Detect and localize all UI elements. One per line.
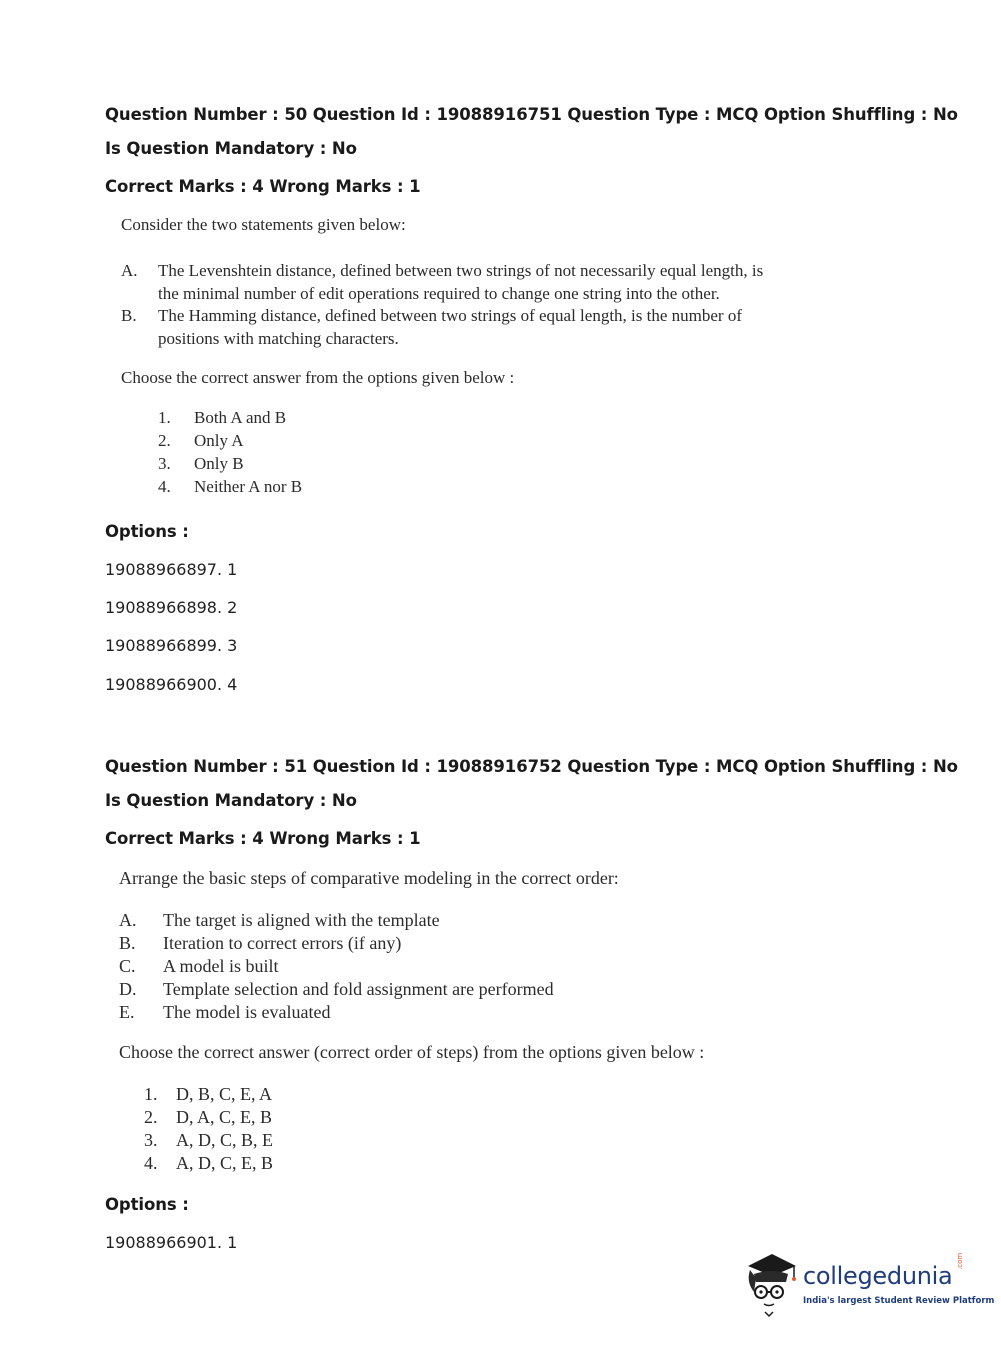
logo-tagline: India's largest Student Review Platform [803, 1296, 995, 1306]
question-50-mandatory: Is Question Mandatory : No [105, 139, 357, 158]
choice-number: 4. [144, 1153, 158, 1173]
statement-line: A model is built [163, 956, 279, 976]
choice-number: 1. [158, 408, 171, 427]
statement-line: The model is evaluated [163, 1002, 331, 1022]
question-51-mandatory: Is Question Mandatory : No [105, 791, 357, 810]
choice-number: 1. [144, 1084, 158, 1104]
statement-label: B. [121, 306, 137, 325]
option-item: 19088966898. 2 [105, 598, 238, 617]
option-item: 19088966900. 4 [105, 675, 238, 694]
question-50-header: Question Number : 50 Question Id : 19088916751 Question Type : MCQ Option Shuffling : No [105, 105, 958, 124]
choice-text: Only A [194, 431, 244, 450]
mascot-icon [742, 1248, 802, 1318]
collegedunia-logo [742, 1248, 995, 1318]
question-51-intro: Arrange the basic steps of comparative modeling in the correct order: [119, 868, 619, 888]
option-item: 19088966901. 1 [105, 1233, 238, 1252]
choice-text: Only B [194, 454, 244, 473]
choice-number: 2. [144, 1107, 158, 1127]
choice-number: 2. [158, 431, 171, 450]
choice-text: D, A, C, E, B [176, 1107, 273, 1127]
statement-line: Iteration to correct errors (if any) [163, 933, 402, 953]
logo-wordmark: collegedunia [803, 1262, 953, 1290]
question-51-marks: Correct Marks : 4 Wrong Marks : 1 [105, 829, 421, 848]
statement-line: positions with matching characters. [158, 329, 399, 348]
option-item: 19088966899. 3 [105, 636, 238, 655]
choice-number: 3. [144, 1130, 158, 1150]
question-50-options-label: Options : [105, 522, 189, 541]
question-51-prompt: Choose the correct answer (correct order of steps) from the options given below : [119, 1042, 705, 1062]
statement-label: E. [119, 1002, 135, 1022]
option-item: 19088966897. 1 [105, 560, 238, 579]
choice-text: Both A and B [194, 408, 287, 427]
statement-label: B. [119, 933, 136, 953]
choice-text: Neither A nor B [194, 477, 303, 496]
question-50-marks: Correct Marks : 4 Wrong Marks : 1 [105, 177, 421, 196]
question-51-options-label: Options : [105, 1195, 189, 1214]
choice-number: 4. [158, 477, 171, 496]
statement-line: Template selection and fold assignment are performed [163, 979, 554, 999]
statement-line: The Levenshtein distance, defined between two strings of not necessarily equal length, is [158, 261, 764, 280]
statement-label: A. [121, 261, 138, 280]
logo-dotcom: .com [956, 1252, 964, 1270]
choice-number: 3. [158, 454, 171, 473]
question-50-prompt: Choose the correct answer from the options given below : [121, 368, 515, 387]
choice-text: A, D, C, E, B [176, 1153, 274, 1173]
statement-line: The Hamming distance, defined between two strings of equal length, is the number of [158, 306, 742, 325]
statement-label: C. [119, 956, 136, 976]
statement-line: The target is aligned with the template [163, 910, 440, 930]
statement-label: D. [119, 979, 137, 999]
choice-text: D, B, C, E, A [176, 1084, 273, 1104]
statement-line: the minimal number of edit operations required to change one string into the other. [158, 284, 720, 303]
statement-label: A. [119, 910, 137, 930]
question-51-header: Question Number : 51 Question Id : 19088916752 Question Type : MCQ Option Shuffling : No [105, 757, 958, 776]
question-50-intro: Consider the two statements given below: [121, 215, 406, 234]
choice-text: A, D, C, B, E [176, 1130, 274, 1150]
